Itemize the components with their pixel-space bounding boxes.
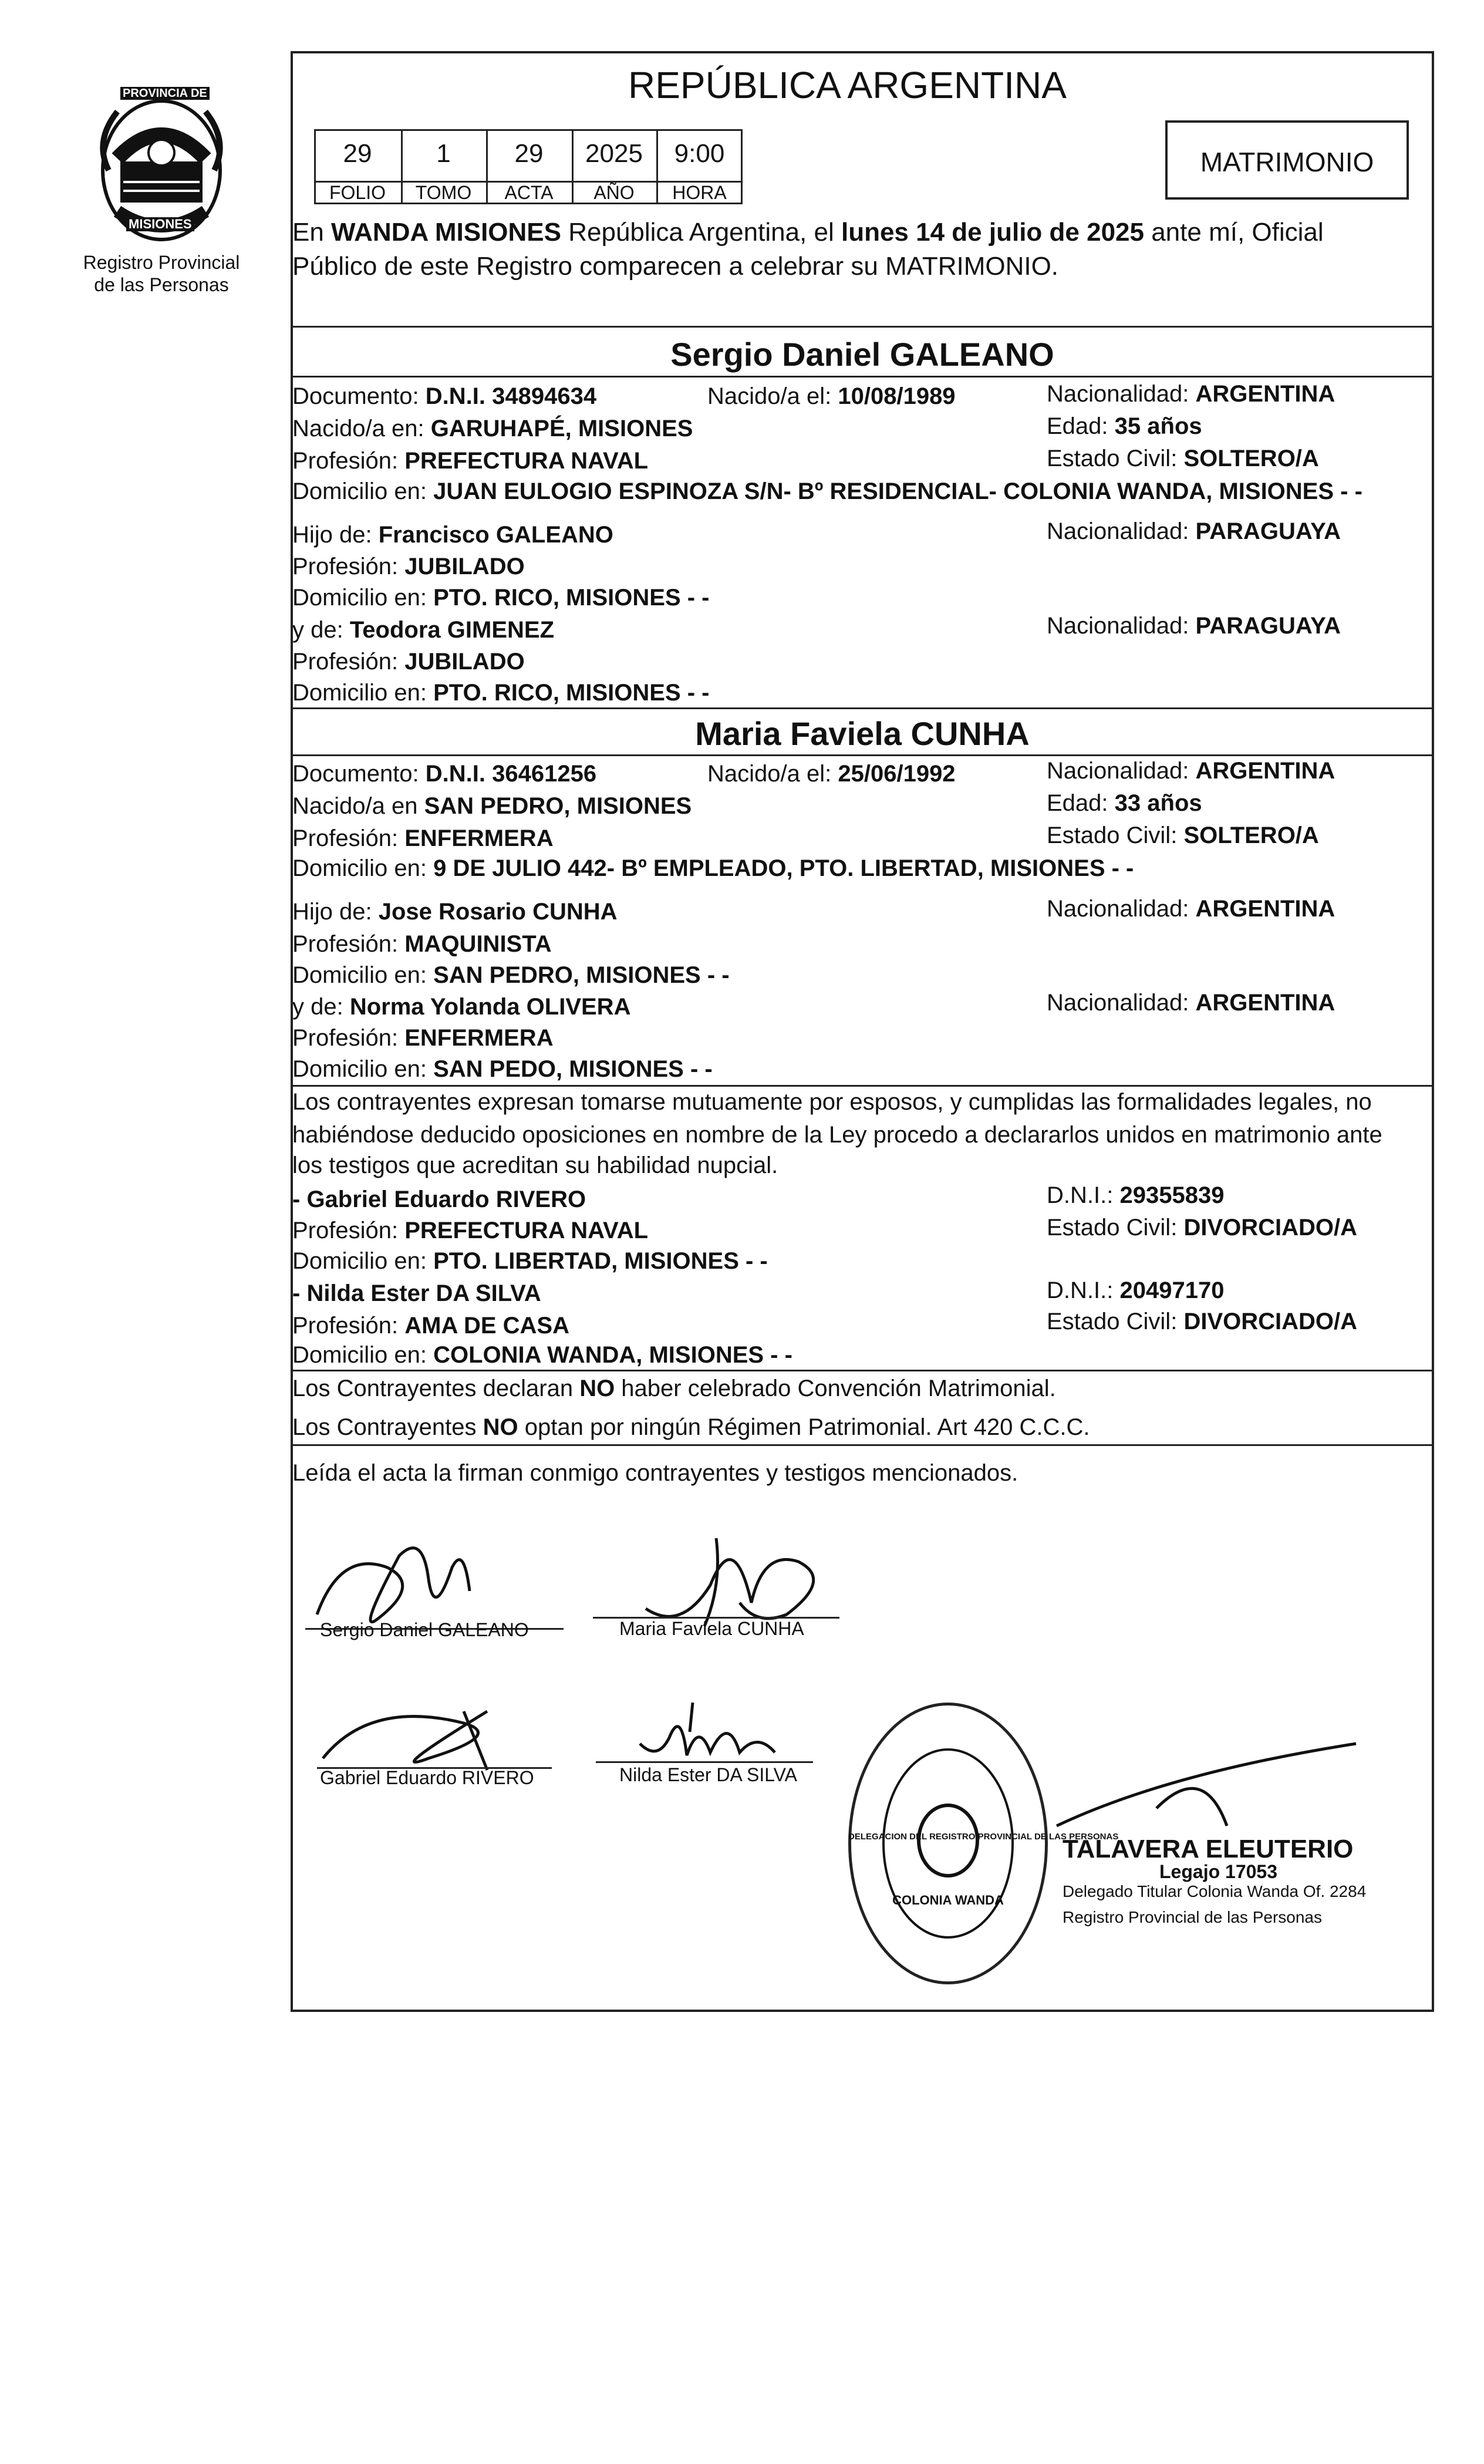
spouse1-father-addr: Domicilio en: PTO. RICO, MISIONES - - — [292, 585, 710, 611]
spouse2-name: Maria Faviela CUNHA — [695, 715, 1030, 752]
hora-label: HORA — [672, 182, 727, 203]
spouse2-father-nat: Nacionalidad: ARGENTINA — [1047, 896, 1335, 922]
round-stamp-outer-text: DELEGACION DEL REGISTRO PROVINCIAL DE LAS PERSONAS — [848, 1832, 1119, 1842]
spouse2-doc: Documento: D.N.I. 36461256 — [292, 761, 597, 787]
spouse1-father-nat: Nacionalidad: PARAGUAYA — [1047, 518, 1341, 544]
spouse1-civil: Estado Civil: SOLTERO/A — [1047, 446, 1319, 471]
folio-value: 29 — [343, 139, 372, 168]
official-org: Registro Provincial de las Personas — [1063, 1908, 1322, 1926]
spouse2-birthplace: Nacido/a en SAN PEDRO, MISIONES — [292, 793, 692, 819]
spouse2-father-prof: Profesión: MAQUINISTA — [292, 931, 552, 957]
acta-value: 29 — [514, 139, 544, 168]
signature-dasilva — [622, 1697, 798, 1767]
closing-text: Leída el acta la firman conmigo contrayentes y testigos mencionados. — [292, 1460, 1018, 1486]
official-role: Delegado Titular Colonia Wanda Of. 2284 — [1063, 1882, 1367, 1900]
signature-dasilva-label: Nilda Ester DA SILVA — [619, 1764, 797, 1785]
spouse1-mother-addr: Domicilio en: PTO. RICO, MISIONES - - — [292, 680, 710, 706]
witness1-addr: Domicilio en: PTO. LIBERTAD, MISIONES - - — [292, 1248, 768, 1274]
logo-arc-text: PROVINCIA DE — [120, 87, 210, 100]
spouse1-age: Edad: 35 años — [1047, 413, 1202, 439]
declaration-line3: los testigos que acreditan su habilidad nupcial. — [292, 1152, 778, 1178]
tomo-label: TOMO — [415, 182, 472, 203]
witness1-dni: D.N.I.: 29355839 — [1047, 1182, 1225, 1208]
spouse1-mother-nat: Nacionalidad: PARAGUAYA — [1047, 613, 1341, 639]
folio-label: FOLIO — [329, 182, 386, 203]
witness2-prof: Profesión: AMA DE CASA — [292, 1313, 569, 1339]
official-signature — [1051, 1738, 1380, 1832]
spouse2-mother-addr: Domicilio en: SAN PEDO, MISIONES - - — [292, 1056, 713, 1082]
spouse2-born: Nacido/a el: 25/06/1992 — [707, 761, 956, 787]
type-box-label: MATRIMONIO — [1200, 147, 1374, 177]
logo-bottom-text: MISIONES — [126, 217, 194, 231]
spouse1-prof: Profesión: PREFECTURA NAVAL — [292, 448, 649, 474]
witness2-name: - Nilda Ester DA SILVA — [292, 1280, 541, 1306]
witness1-prof: Profesión: PREFECTURA NAVAL — [292, 1218, 649, 1243]
signature-cunha-label: Maria Faviela CUNHA — [619, 1618, 804, 1639]
declaration-line2: habiéndose deducido oposiciones en nombre de la Ley procedo a declararlos unidos en matrimonio ante — [292, 1122, 1382, 1148]
spouse1-mother: y de: Teodora GIMENEZ — [292, 617, 555, 643]
official-name: TALAVERA ELEUTERIO — [1063, 1835, 1354, 1863]
logo-caption-line1: Registro Provincial — [83, 252, 240, 273]
hora-value: 9:00 — [674, 139, 725, 168]
acta-label: ACTA — [504, 182, 554, 203]
round-registry-stamp — [848, 1703, 1119, 1984]
spouse1-addr: Domicilio en: JUAN EULOGIO ESPINOZA S/N- Bº RESIDENCIAL- COLONIA WANDA, MISIONES - - — [292, 478, 1362, 504]
spouse1-father: Hijo de: Francisco GALEANO — [292, 522, 613, 548]
logo-caption-line2: de las Personas — [94, 274, 229, 295]
spouse2-nat: Nacionalidad: ARGENTINA — [1047, 758, 1335, 784]
spouse2-age: Edad: 33 años — [1047, 790, 1202, 816]
page-title: REPÚBLICA ARGENTINA — [628, 64, 1067, 106]
spouse2-mother: y de: Norma Yolanda OLIVERA — [292, 994, 631, 1020]
signature-rivero-label: Gabriel Eduardo RIVERO — [320, 1767, 534, 1788]
round-stamp-inner-text: COLONIA WANDA — [892, 1893, 1004, 1907]
spouse1-doc: Documento: D.N.I. 34894634 — [292, 383, 597, 409]
ano-label: AÑO — [593, 182, 635, 203]
intro-line2: Público de este Registro comparecen a celebrar su MATRIMONIO. — [292, 252, 1059, 281]
witness2-addr: Domicilio en: COLONIA WANDA, MISIONES - - — [292, 1342, 792, 1368]
spouse2-mother-prof: Profesión: ENFERMERA — [292, 1025, 554, 1051]
spouse2-father-addr: Domicilio en: SAN PEDRO, MISIONES - - — [292, 962, 730, 988]
official-legajo: Legajo 17053 — [1159, 1861, 1277, 1882]
signature-galeano-label: Sergio Daniel GALEANO — [320, 1619, 529, 1640]
witness2-dni: D.N.I.: 20497170 — [1047, 1277, 1225, 1303]
spouse2-civil: Estado Civil: SOLTERO/A — [1047, 823, 1319, 848]
spouse1-nat: Nacionalidad: ARGENTINA — [1047, 381, 1335, 407]
declaration-line1: Los contrayentes expresan tomarse mutuamente por esposos, y cumplidas las formalidades legales, no — [292, 1089, 1372, 1115]
spouse1-name: Sergio Daniel GALEANO — [670, 336, 1054, 373]
spouse1-mother-prof: Profesión: JUBILADO — [292, 649, 525, 675]
witness1-name: - Gabriel Eduardo RIVERO — [292, 1187, 586, 1212]
convention-line2: Los Contrayentes NO optan por ningún Régimen Patrimonial. Art 420 C.C.C. — [292, 1414, 1090, 1440]
spouse1-father-prof: Profesión: JUBILADO — [292, 554, 525, 579]
tomo-value: 1 — [436, 139, 451, 168]
spouse2-addr: Domicilio en: 9 DE JULIO 442- Bº EMPLEADO, PTO. LIBERTAD, MISIONES - - — [292, 855, 1134, 881]
spouse2-father: Hijo de: Jose Rosario CUNHA — [292, 899, 618, 925]
convention-line1: Los Contrayentes declaran NO haber celebrado Convención Matrimonial. — [292, 1376, 1056, 1401]
spouse2-prof: Profesión: ENFERMERA — [292, 825, 554, 851]
spouse2-mother-nat: Nacionalidad: ARGENTINA — [1047, 990, 1335, 1016]
ano-value: 2025 — [585, 139, 643, 168]
witness1-civil: Estado Civil: DIVORCIADO/A — [1047, 1215, 1358, 1241]
witness2-civil: Estado Civil: DIVORCIADO/A — [1047, 1309, 1358, 1334]
spouse1-born: Nacido/a el: 10/08/1989 — [707, 383, 956, 409]
intro-line1: En WANDA MISIONES República Argentina, el lunes 14 de julio de 2025 ante mí, Oficial — [292, 218, 1324, 247]
spouse1-birthplace: Nacido/a en: GARUHAPÉ, MISIONES — [292, 416, 693, 441]
